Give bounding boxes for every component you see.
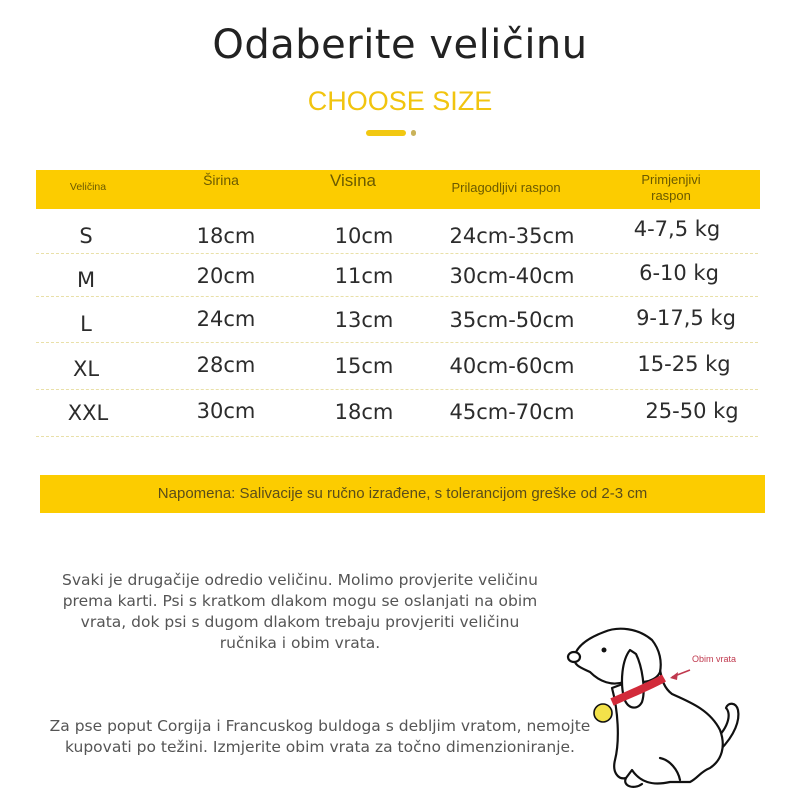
cell-weight: 25-50 kg: [645, 399, 739, 423]
cell-weight: 9-17,5 kg: [636, 306, 736, 330]
cell-adjustable: 35cm-50cm: [449, 308, 575, 332]
cell-adjustable: 30cm-40cm: [449, 264, 575, 288]
cell-size: XXL: [67, 401, 109, 425]
cell-height: 13cm: [334, 308, 394, 332]
decorative-dot: [411, 130, 416, 136]
row-divider: [36, 342, 758, 343]
tolerance-note: Napomena: Salivacije su ručno izrađene, s tolerancijom greške od 2-3 cm: [40, 475, 765, 513]
dog-with-collar-icon: [560, 610, 770, 800]
cell-adjustable: 24cm-35cm: [449, 224, 575, 248]
size-table-header: [36, 170, 760, 209]
cell-size: XL: [72, 357, 100, 381]
row-divider: [36, 253, 758, 254]
column-header-size: Veličina: [69, 181, 107, 193]
bell-icon: [594, 704, 612, 722]
row-divider: [36, 296, 758, 297]
cell-height: 18cm: [334, 400, 394, 424]
column-header-adjustable: Prilagodljivi raspon: [451, 180, 561, 195]
column-header-height: Visina: [330, 171, 376, 190]
cell-width: 30cm: [196, 399, 256, 423]
nose-icon: [568, 652, 580, 662]
cell-weight: 6-10 kg: [639, 261, 719, 285]
page-subtitle: CHOOSE SIZE: [307, 86, 493, 116]
page-title: Odaberite veličinu: [212, 22, 588, 68]
cell-width: 20cm: [196, 264, 256, 288]
cell-weight: 15-25 kg: [637, 352, 731, 376]
cell-weight: 4-7,5 kg: [633, 217, 721, 241]
column-header-weight: Primjenjivi raspon: [641, 172, 701, 203]
table-row: [36, 348, 758, 394]
table-row: [36, 258, 758, 304]
cell-width: 18cm: [196, 224, 256, 248]
sizing-advice-paragraph: Svaki je drugačije odredio veličinu. Molimo provjerite veličinu prema karti. Psi s kratkom dlakom mogu se oslanjati na obim vrata, dok psi s dugom dlakom trebaju provjeriti veličinu ručnika i obim vrata.: [62, 571, 538, 652]
table-row: [36, 394, 758, 440]
cell-size: S: [79, 224, 93, 248]
cell-size: M: [76, 268, 96, 292]
cell-adjustable: 40cm-60cm: [449, 354, 575, 378]
neck-circumference-label: Obim vrata: [692, 654, 737, 664]
cell-height: 10cm: [334, 224, 394, 248]
decorative-underline: [366, 130, 406, 136]
cell-width: 24cm: [196, 307, 256, 331]
thick-neck-advice-paragraph: Za pse poput Corgija i Francuskog buldoga s debljim vratom, nemojte kupovati po težini. Izmjerite obim vrata za točno dimenzioniranje.: [49, 717, 591, 756]
row-divider: [36, 436, 758, 437]
row-divider: [36, 389, 758, 390]
cell-size: L: [80, 312, 92, 336]
cell-height: 11cm: [334, 264, 394, 288]
cell-width: 28cm: [196, 353, 256, 377]
column-header-width: Širina: [203, 172, 239, 188]
cell-height: 15cm: [334, 354, 394, 378]
eye-icon: [602, 648, 607, 653]
cell-adjustable: 45cm-70cm: [449, 400, 575, 424]
